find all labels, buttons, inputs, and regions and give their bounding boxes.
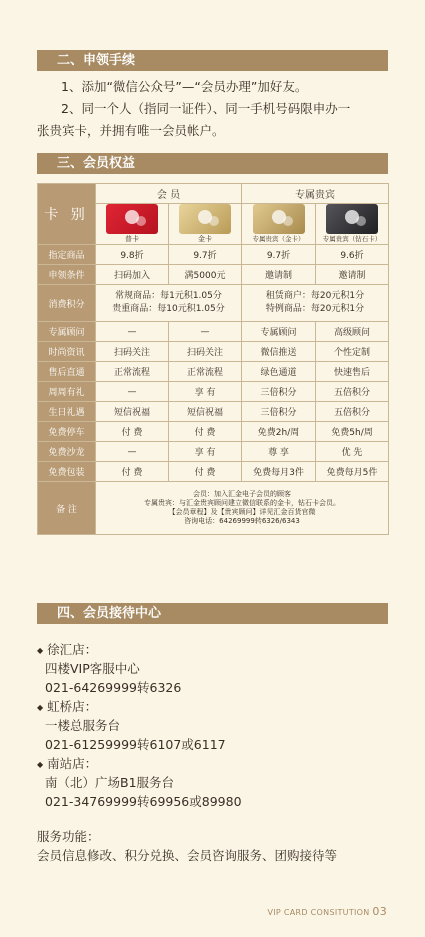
card-cell-gold xyxy=(169,204,242,245)
table-cell: 扫码关注 xyxy=(96,342,169,362)
footer-text: VIP CARD CONSITUTION xyxy=(267,908,370,917)
vip-gold-card-image xyxy=(253,204,305,234)
row-label: 免费停车 xyxy=(38,422,96,442)
table-cell: 五倍积分 xyxy=(316,382,389,402)
points-member-line-1: 常规商品：每1元积1.05分 xyxy=(115,291,222,301)
table-cell: 绿色通道 xyxy=(242,362,316,382)
table-cell: 享 有 xyxy=(169,442,242,462)
section-title-text: 四、会员接待中心 xyxy=(57,606,162,621)
table-row xyxy=(38,442,389,462)
table-cell: 免费每月5件 xyxy=(316,462,389,482)
store-phone: 021-34769999转69956或89980 xyxy=(45,794,242,809)
store-phone: 021-64269999转6326 xyxy=(45,680,182,695)
table-cell: 快速售后 xyxy=(316,362,389,382)
points-vip-line-1: 租赁商户：每20元积1分 xyxy=(265,291,365,301)
table-row xyxy=(38,382,389,402)
table-cell: 扫码加入 xyxy=(96,265,169,285)
store-name: ◆ 徐汇店： xyxy=(37,640,388,659)
table-cell: — xyxy=(169,322,242,342)
service-text: 会员信息修改、积分兑换、会员咨询服务、团购接待等 xyxy=(37,848,338,863)
table-cell: 五倍积分 xyxy=(316,402,389,422)
row-label: 申领条件 xyxy=(38,265,96,285)
table-cell: 短信祝福 xyxy=(96,402,169,422)
card-name: 金卡 xyxy=(198,235,212,243)
table-row xyxy=(38,322,389,342)
card-type-label: 卡 别 xyxy=(38,184,96,245)
card-name: 专属贵宾（钻石卡） xyxy=(322,235,382,243)
row-label: 生日礼遇 xyxy=(38,402,96,422)
row-label: 时尚资讯 xyxy=(38,342,96,362)
table-cell: 满5000元 xyxy=(169,265,242,285)
section-title-application xyxy=(37,50,388,71)
table-cell: 正常流程 xyxy=(96,362,169,382)
table-cell: 付 费 xyxy=(96,422,169,442)
group-member-header: 会 员 xyxy=(96,184,242,204)
table-cell: 尊 享 xyxy=(242,442,316,462)
table-cell: — xyxy=(96,442,169,462)
table-cell: 免费2h/周 xyxy=(242,422,316,442)
table-cell: 短信祝福 xyxy=(169,402,242,422)
stores-list xyxy=(37,640,388,865)
table-row xyxy=(38,342,389,362)
table-cell: 微信推送 xyxy=(242,342,316,362)
table-cell: 三倍积分 xyxy=(242,402,316,422)
row-label: 免费包装 xyxy=(38,462,96,482)
table-row xyxy=(38,462,389,482)
store-name: ◆ 虹桥店： xyxy=(37,697,388,716)
group-vip-header: 专属贵宾 xyxy=(242,184,389,204)
points-member-cell xyxy=(96,285,242,322)
table-cell: 付 费 xyxy=(169,422,242,442)
points-vip-line-2: 特例商品：每20元积1分 xyxy=(265,304,365,314)
table-cell: 9.8折 xyxy=(96,245,169,265)
store-name: ◆ 南站店： xyxy=(37,754,388,773)
table-cell: 扫码关注 xyxy=(169,342,242,362)
section-title-text: 三、会员权益 xyxy=(57,156,136,171)
section-title-reception xyxy=(37,603,388,624)
benefits-table xyxy=(37,183,389,535)
table-cell: 正常流程 xyxy=(169,362,242,382)
table-cell: 邀请制 xyxy=(316,265,389,285)
note-line-4: 咨询电话：64269999转6326/6343 xyxy=(184,517,300,525)
table-row xyxy=(38,482,389,535)
note-line-1: 会员：加入汇金电子会员的顾客 xyxy=(193,490,291,498)
regular-card-image xyxy=(106,204,158,234)
table-cell: 付 费 xyxy=(96,462,169,482)
row-label: 专属顾问 xyxy=(38,322,96,342)
table-cell: — xyxy=(96,322,169,342)
row-label: 消费积分 xyxy=(38,285,96,322)
store-place: 四楼VIP客服中心 xyxy=(45,661,140,676)
table-cell: 专属顾问 xyxy=(242,322,316,342)
row-label: 周周有礼 xyxy=(38,382,96,402)
table-cell: 9.7折 xyxy=(242,245,316,265)
page-footer xyxy=(267,905,387,918)
store-phone: 021-61259999转6107或6117 xyxy=(45,737,226,752)
section-title-benefits xyxy=(37,153,388,174)
table-cell: 免费5h/周 xyxy=(316,422,389,442)
vip-diamond-card-image xyxy=(326,204,378,234)
card-cell-regular xyxy=(96,204,169,245)
section-title-text: 二、申领手续 xyxy=(57,53,136,68)
store-place: 一楼总服务台 xyxy=(45,718,121,733)
row-label: 备 注 xyxy=(38,482,96,535)
row-label: 指定商品 xyxy=(38,245,96,265)
table-cell: 享 有 xyxy=(169,382,242,402)
note-line-2: 专属贵宾：与汇金贵宾顾问建立微信联系的金卡，钻石卡会员。 xyxy=(144,499,340,507)
card-cell-vip-diamond xyxy=(316,204,389,245)
table-cell: 9.7折 xyxy=(169,245,242,265)
application-step-1: 1、添加“微信公众号”—“会员办理”加好友。 xyxy=(61,79,308,94)
points-vip-cell xyxy=(242,285,389,322)
table-cell: 9.6折 xyxy=(316,245,389,265)
note-line-3: 【会员章程】及【贵宾顾问】详见汇金百货官微 xyxy=(168,508,316,516)
row-label: 售后直通 xyxy=(38,362,96,382)
table-row xyxy=(38,285,389,322)
table-cell: 优 先 xyxy=(316,442,389,462)
table-cell: 高级顾问 xyxy=(316,322,389,342)
table-row xyxy=(38,402,389,422)
gold-card-image xyxy=(179,204,231,234)
table-cell: 免费每月3件 xyxy=(242,462,316,482)
row-label: 免费沙龙 xyxy=(38,442,96,462)
table-cell: 三倍积分 xyxy=(242,382,316,402)
table-cell: 付 费 xyxy=(169,462,242,482)
card-name: 普卡 xyxy=(125,235,139,243)
store-place: 南（北）广场B1服务台 xyxy=(45,775,175,790)
table-row xyxy=(38,422,389,442)
card-cell-vip-gold xyxy=(242,204,316,245)
points-member-line-2: 贵重商品：每10元积1.05分 xyxy=(112,304,225,314)
table-cell: 邀请制 xyxy=(242,265,316,285)
card-name: 专属贵宾（金卡） xyxy=(252,235,305,243)
table-cell: — xyxy=(96,382,169,402)
service-title: 服务功能： xyxy=(37,829,100,844)
application-step-2: 2、同一个人（指同一证件）、同一手机号码限申办一 xyxy=(61,101,351,116)
page-number: 03 xyxy=(372,905,387,918)
table-row xyxy=(38,265,389,285)
note-cell xyxy=(96,482,389,535)
table-cell: 个性定制 xyxy=(316,342,389,362)
application-step-2-cont: 张贵宾卡，并拥有唯一会员帐户。 xyxy=(37,123,225,138)
table-row xyxy=(38,362,389,382)
table-row xyxy=(38,245,389,265)
